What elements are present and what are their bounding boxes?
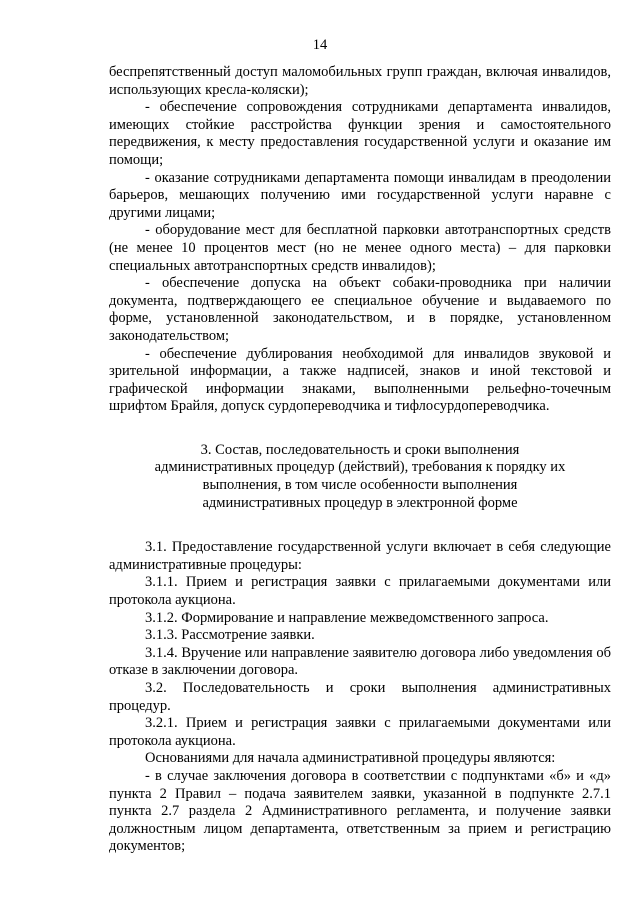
paragraph: 3.1.4. Вручение или направление заявителю договора либо уведомления об отказе в заключении договора. [109,644,611,679]
paragraph: - обеспечение дублирования необходимой для инвалидов звуковой и зрительной информации, а также надписей, знаков и иной текстовой и графической информации знаками, выполненными рельефно-точечным шрифтом Брайля, допуск сурдопереводчика и тифлосурдопереводчика. [109,345,611,415]
paragraph: 3.1. Предоставление государственной услуги включает в себя следующие административные процедуры: [109,539,611,573]
paragraph: - обеспечение сопровождения сотрудниками департамента инвалидов, имеющих стойкие расстройства функции зрения и самостоятельного передвижения, к месту предоставления государственной услуги и оказание им помощи; [109,99,611,168]
paragraph: - оказание сотрудниками департамента помощи инвалидам в преодолении барьеров, мешающих получению ими государственной услуги наравне с другими лицами; [109,169,611,221]
document-body [109,64,611,856]
paragraph: беспрепятственный доступ маломобильных групп граждан, включая инвалидов, использующих кресла-коляски); [109,64,611,98]
paragraph: 3.1.3. Рассмотрение заявки. [145,627,315,644]
paragraph: Основаниями для начала административной процедуры являются: [145,750,556,767]
paragraph: - в случае заключения договора в соответствии с подпунктами «б» и «д» пункта 2 Правил – подача заявителем заявки, указанной в подпункте 2.7.1 пункта 2.7 раздела 2 Административного регламента, и получение заявки должностным лицом департамента, ответственным за прием и регистрацию документов; [109,767,611,855]
paragraph: - обеспечение допуска на объект собаки-проводника при наличии документа, подтверждающего ее специальное обучение и выдаваемого по форме, установленной законодательством, и в порядке, установленном законодательством; [109,275,611,344]
page-number: 14 [312,37,328,53]
paragraph: 3.2. Последовательность и сроки выполнения административных процедур. [109,680,611,714]
paragraph: - оборудование мест для бесплатной парковки автотранспортных средств (не менее 10 процентов мест (но не менее одного места) – для парковки специальных автотранспортных средств инвалидов); [109,222,611,274]
paragraph: 3.2.1. Прием и регистрация заявки с прилагаемыми документами или протокола аукциона. [109,715,611,749]
paragraph: 3.1.2. Формирование и направление межведомственного запроса. [145,609,549,626]
section-heading: 3. Состав, последовательность и сроки выполнения административных процедур (действий), требования к порядку их выполнения, в том числе особенности выполнения административных процедур в электронной форме [154,441,566,511]
paragraphs-before-heading [109,64,611,416]
paragraph: 3.1.1. Прием и регистрация заявки с прилагаемыми документами или протокола аукциона. [109,574,611,609]
paragraphs-after-heading [109,539,611,856]
